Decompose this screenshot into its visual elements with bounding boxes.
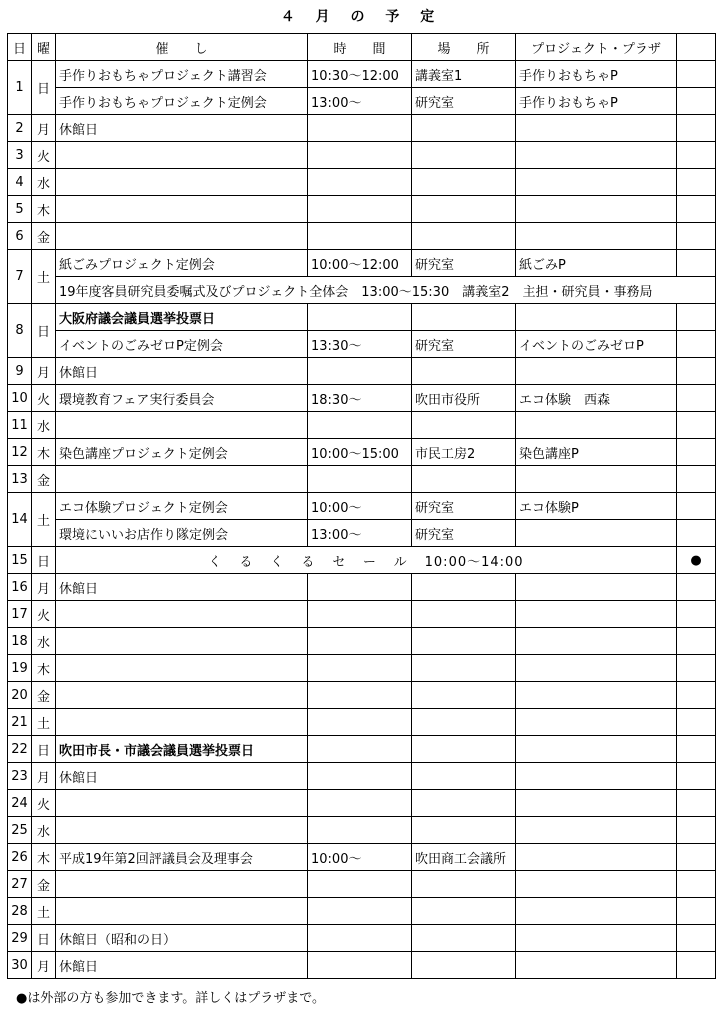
project-cell [516, 115, 677, 142]
event-cell [56, 601, 308, 628]
project-cell: 紙ごみP [516, 250, 677, 277]
project-cell: エコ体験 西森 [516, 385, 677, 412]
schedule-table [7, 33, 716, 979]
sale-cell [56, 547, 677, 574]
time-cell [308, 790, 412, 817]
weekday-cell: 木 [32, 844, 56, 871]
table-row [8, 277, 716, 304]
table-row [8, 601, 716, 628]
mark-cell [677, 61, 716, 88]
time-cell [308, 817, 412, 844]
table-row [8, 763, 716, 790]
event-cell: 吹田市長・市議会議員選挙投票日 [56, 736, 308, 763]
table-row [8, 628, 716, 655]
weekday-cell: 日 [32, 304, 56, 358]
weekday-cell: 月 [32, 952, 56, 979]
sale-label: くるくるセール [208, 554, 425, 570]
place-cell [412, 169, 516, 196]
mark-cell [677, 709, 716, 736]
header-project: プロジェクト・プラザ [516, 34, 677, 61]
place-cell [412, 655, 516, 682]
table-row [8, 898, 716, 925]
event-cell: 紙ごみプロジェクト定例会 [56, 250, 308, 277]
header-row [8, 34, 716, 61]
table-row [8, 61, 716, 88]
event-cell [56, 655, 308, 682]
project-cell [516, 898, 677, 925]
mark-cell [677, 844, 716, 871]
day-cell: 5 [8, 196, 32, 223]
project-cell [516, 925, 677, 952]
mark-cell [677, 304, 716, 331]
weekday-cell: 月 [32, 358, 56, 385]
weekday-cell: 月 [32, 763, 56, 790]
page-title: ４ 月 の 予 定 [280, 9, 443, 25]
day-cell: 20 [8, 682, 32, 709]
table-row [8, 817, 716, 844]
schedule-body [8, 61, 716, 979]
table-row [8, 547, 716, 574]
table-row [8, 493, 716, 520]
mark-cell [677, 385, 716, 412]
project-cell [516, 628, 677, 655]
project-cell [516, 871, 677, 898]
event-cell: 手作りおもちゃプロジェクト講習会 [56, 61, 308, 88]
event-cell: 染色講座プロジェクト定例会 [56, 439, 308, 466]
weekday-cell: 木 [32, 196, 56, 223]
table-row [8, 250, 716, 277]
header-event: 催 し [56, 34, 308, 61]
header-day: 日 [8, 34, 32, 61]
participation-mark: ● [677, 547, 716, 574]
table-row [8, 925, 716, 952]
table-row [8, 871, 716, 898]
event-cell: エコ体験プロジェクト定例会 [56, 493, 308, 520]
weekday-cell: 水 [32, 169, 56, 196]
mark-cell [677, 817, 716, 844]
day-cell: 8 [8, 304, 32, 358]
table-row [8, 169, 716, 196]
time-cell: 10:00～ [308, 844, 412, 871]
mark-cell [677, 790, 716, 817]
place-cell: 研究室 [412, 250, 516, 277]
day-cell: 4 [8, 169, 32, 196]
project-cell [516, 952, 677, 979]
event-cell: イベントのごみゼロP定例会 [56, 331, 308, 358]
mark-cell [677, 88, 716, 115]
time-cell: 13:00～ [308, 88, 412, 115]
mark-cell [677, 412, 716, 439]
project-cell [516, 169, 677, 196]
project-cell [516, 196, 677, 223]
table-row [8, 682, 716, 709]
place-cell [412, 304, 516, 331]
place-cell [412, 358, 516, 385]
weekday-cell: 土 [32, 709, 56, 736]
day-cell: 25 [8, 817, 32, 844]
table-row [8, 736, 716, 763]
day-cell: 19 [8, 655, 32, 682]
header-time: 時 間 [308, 34, 412, 61]
table-row [8, 358, 716, 385]
sale-time: 10:00～14:00 [424, 554, 524, 570]
place-cell [412, 898, 516, 925]
time-cell: 10:00～12:00 [308, 250, 412, 277]
project-cell [516, 466, 677, 493]
time-cell [308, 628, 412, 655]
day-cell: 22 [8, 736, 32, 763]
table-row [8, 142, 716, 169]
place-cell [412, 196, 516, 223]
place-cell: 研究室 [412, 493, 516, 520]
time-cell: 13:30～ [308, 331, 412, 358]
table-row [8, 115, 716, 142]
time-cell [308, 709, 412, 736]
project-cell: 手作りおもちゃP [516, 88, 677, 115]
time-cell [308, 736, 412, 763]
mark-cell [677, 952, 716, 979]
table-row [8, 952, 716, 979]
time-cell: 10:00～15:00 [308, 439, 412, 466]
time-cell [308, 304, 412, 331]
table-row [8, 574, 716, 601]
place-cell: 講義室1 [412, 61, 516, 88]
mark-cell [677, 223, 716, 250]
day-cell: 15 [8, 547, 32, 574]
time-cell [308, 223, 412, 250]
day-cell: 30 [8, 952, 32, 979]
project-cell [516, 520, 677, 547]
event-cell [56, 709, 308, 736]
table-row [8, 223, 716, 250]
weekday-cell: 日 [32, 547, 56, 574]
place-cell [412, 142, 516, 169]
project-cell [516, 790, 677, 817]
table-row [8, 709, 716, 736]
event-cell [56, 196, 308, 223]
event-cell: 平成19年第2回評議員会及理事会 [56, 844, 308, 871]
event-cell [56, 871, 308, 898]
place-cell: 研究室 [412, 88, 516, 115]
time-cell: 18:30～ [308, 385, 412, 412]
day-cell: 3 [8, 142, 32, 169]
mark-cell [677, 196, 716, 223]
event-cell: 休館日 [56, 952, 308, 979]
mark-cell [677, 439, 716, 466]
table-row [8, 790, 716, 817]
mark-cell [677, 520, 716, 547]
project-cell: 染色講座P [516, 439, 677, 466]
table-row [8, 520, 716, 547]
table-row [8, 331, 716, 358]
mark-cell [677, 628, 716, 655]
mark-cell [677, 574, 716, 601]
mark-cell [677, 331, 716, 358]
mark-cell [677, 898, 716, 925]
time-cell [308, 898, 412, 925]
mark-cell [677, 250, 716, 277]
header-place: 場 所 [412, 34, 516, 61]
weekday-cell: 水 [32, 817, 56, 844]
project-cell [516, 844, 677, 871]
event-cell: 休館日 [56, 763, 308, 790]
table-row [8, 466, 716, 493]
day-cell: 1 [8, 61, 32, 115]
day-cell: 26 [8, 844, 32, 871]
place-cell [412, 709, 516, 736]
project-cell [516, 223, 677, 250]
place-cell [412, 574, 516, 601]
weekday-cell: 日 [32, 736, 56, 763]
event-cell: 休館日 [56, 115, 308, 142]
event-cell: 環境教育フェア実行委員会 [56, 385, 308, 412]
project-cell [516, 412, 677, 439]
day-cell: 24 [8, 790, 32, 817]
day-cell: 12 [8, 439, 32, 466]
event-cell: 大阪府議会議員選挙投票日 [56, 304, 308, 331]
day-cell: 2 [8, 115, 32, 142]
event-cell [56, 412, 308, 439]
day-cell: 9 [8, 358, 32, 385]
place-cell: 吹田商工会議所 [412, 844, 516, 871]
weekday-cell: 金 [32, 466, 56, 493]
time-cell [308, 142, 412, 169]
project-cell [516, 574, 677, 601]
event-cell [56, 142, 308, 169]
event-cell: 環境にいいお店作り隊定例会 [56, 520, 308, 547]
time-cell [308, 196, 412, 223]
table-row [8, 844, 716, 871]
place-cell [412, 628, 516, 655]
time-cell: 10:30～12:00 [308, 61, 412, 88]
day-cell: 29 [8, 925, 32, 952]
day-cell: 14 [8, 493, 32, 547]
event-cell: 手作りおもちゃプロジェクト定例会 [56, 88, 308, 115]
mark-cell [677, 763, 716, 790]
day-cell: 27 [8, 871, 32, 898]
project-cell: 手作りおもちゃP [516, 61, 677, 88]
place-cell: 吹田市役所 [412, 385, 516, 412]
mark-cell [677, 142, 716, 169]
place-cell [412, 952, 516, 979]
day-cell: 17 [8, 601, 32, 628]
place-cell [412, 682, 516, 709]
place-cell [412, 736, 516, 763]
time-cell [308, 574, 412, 601]
event-cell [56, 466, 308, 493]
weekday-cell: 金 [32, 682, 56, 709]
table-row [8, 412, 716, 439]
project-cell [516, 655, 677, 682]
table-row [8, 88, 716, 115]
day-cell: 16 [8, 574, 32, 601]
time-cell [308, 952, 412, 979]
day-cell: 21 [8, 709, 32, 736]
time-cell: 13:00～ [308, 520, 412, 547]
mark-cell [677, 115, 716, 142]
place-cell: 市民工房2 [412, 439, 516, 466]
weekday-cell: 火 [32, 385, 56, 412]
day-cell: 11 [8, 412, 32, 439]
time-cell [308, 871, 412, 898]
event-cell: 休館日 [56, 358, 308, 385]
project-cell [516, 358, 677, 385]
project-cell [516, 736, 677, 763]
event-cell: 休館日（昭和の日） [56, 925, 308, 952]
project-cell [516, 817, 677, 844]
table-row [8, 304, 716, 331]
mark-cell [677, 871, 716, 898]
weekday-cell: 金 [32, 223, 56, 250]
footer-note: ●は外部の方も参加できます。詳しくはプラザまで。 [16, 991, 326, 1006]
mark-cell [677, 925, 716, 952]
time-cell [308, 115, 412, 142]
event-cell [56, 790, 308, 817]
weekday-cell: 日 [32, 61, 56, 115]
header-mark [677, 34, 716, 61]
weekday-cell: 火 [32, 790, 56, 817]
project-cell [516, 763, 677, 790]
project-cell [516, 601, 677, 628]
project-cell [516, 304, 677, 331]
mark-cell [677, 655, 716, 682]
table-row [8, 385, 716, 412]
time-cell [308, 655, 412, 682]
place-cell [412, 115, 516, 142]
weekday-cell: 月 [32, 115, 56, 142]
place-cell: 研究室 [412, 331, 516, 358]
full-row-cell: 19年度客員研究員委嘱式及びプロジェクト全体会 13:00～15:30 講義室2 主担・研究員・事務局 [56, 277, 716, 304]
project-cell: イベントのごみゼロP [516, 331, 677, 358]
mark-cell [677, 169, 716, 196]
weekday-cell: 水 [32, 412, 56, 439]
day-cell: 18 [8, 628, 32, 655]
time-cell [308, 763, 412, 790]
event-cell [56, 223, 308, 250]
time-cell [308, 601, 412, 628]
time-cell [308, 682, 412, 709]
time-cell [308, 169, 412, 196]
place-cell [412, 223, 516, 250]
time-cell [308, 925, 412, 952]
weekday-cell: 火 [32, 142, 56, 169]
day-cell: 28 [8, 898, 32, 925]
table-row [8, 196, 716, 223]
event-cell [56, 628, 308, 655]
weekday-cell: 火 [32, 601, 56, 628]
place-cell: 研究室 [412, 520, 516, 547]
mark-cell [677, 493, 716, 520]
time-cell [308, 466, 412, 493]
day-cell: 6 [8, 223, 32, 250]
weekday-cell: 木 [32, 439, 56, 466]
day-cell: 10 [8, 385, 32, 412]
time-cell [308, 412, 412, 439]
place-cell [412, 790, 516, 817]
project-cell [516, 682, 677, 709]
table-row [8, 655, 716, 682]
header-weekday: 曜 [32, 34, 56, 61]
day-cell: 13 [8, 466, 32, 493]
time-cell: 10:00～ [308, 493, 412, 520]
place-cell [412, 763, 516, 790]
place-cell [412, 925, 516, 952]
place-cell [412, 466, 516, 493]
mark-cell [677, 682, 716, 709]
day-cell: 7 [8, 250, 32, 304]
mark-cell [677, 466, 716, 493]
mark-cell [677, 358, 716, 385]
weekday-cell: 月 [32, 574, 56, 601]
event-cell: 休館日 [56, 574, 308, 601]
weekday-cell: 日 [32, 925, 56, 952]
place-cell [412, 601, 516, 628]
project-cell [516, 709, 677, 736]
time-cell [308, 358, 412, 385]
table-row [8, 439, 716, 466]
project-cell: エコ体験P [516, 493, 677, 520]
event-cell [56, 169, 308, 196]
place-cell [412, 871, 516, 898]
event-cell [56, 682, 308, 709]
event-cell [56, 817, 308, 844]
weekday-cell: 土 [32, 898, 56, 925]
weekday-cell: 土 [32, 250, 56, 304]
weekday-cell: 水 [32, 628, 56, 655]
day-cell: 23 [8, 763, 32, 790]
event-cell [56, 898, 308, 925]
place-cell [412, 817, 516, 844]
mark-cell [677, 736, 716, 763]
weekday-cell: 土 [32, 493, 56, 547]
mark-cell [677, 601, 716, 628]
weekday-cell: 木 [32, 655, 56, 682]
place-cell [412, 412, 516, 439]
project-cell [516, 142, 677, 169]
weekday-cell: 金 [32, 871, 56, 898]
